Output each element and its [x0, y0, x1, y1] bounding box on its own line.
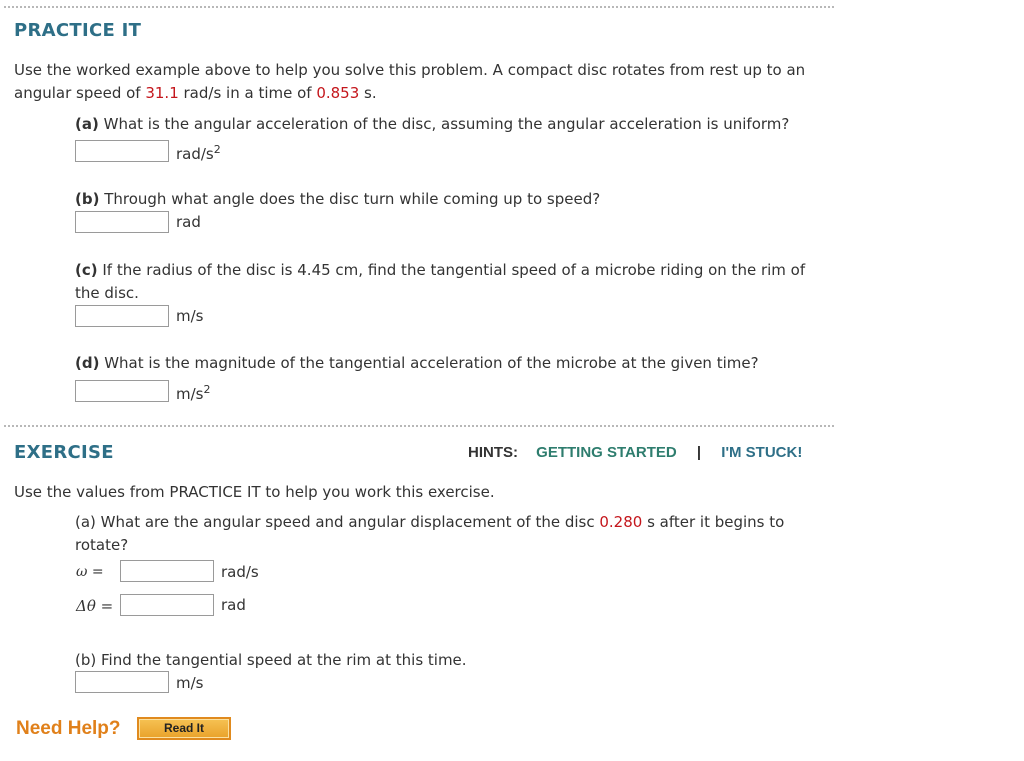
exercise-part-b-answer-input[interactable] [75, 671, 169, 693]
omega-value: 31.1 [145, 84, 179, 102]
hints-bar [468, 444, 802, 461]
question-text: (a) What are the angular speed and angular displacement of the disc [75, 513, 600, 531]
practice-intro-line1: Use the worked example above to help you solve this problem. A compact disc rotates from rest up to an [14, 61, 806, 79]
practice-part-b-question [75, 190, 600, 208]
exercise-part-b-question: (b) Find the tangential speed at the rim at this time. [75, 651, 467, 669]
theta-label: Δθ = [76, 597, 114, 615]
unit-text: rad/s [176, 145, 214, 163]
exercise-part-a-question [75, 513, 784, 531]
question-text: If the radius of the disc is 4.45 cm, find the tangential speed of a microbe riding on the rim of [97, 261, 806, 279]
exercise-intro: Use the values from PRACTICE IT to help you work this exercise. [14, 483, 495, 501]
part-label: (c) [75, 261, 98, 279]
read-it-button[interactable]: Read It [137, 717, 231, 740]
practice-part-a-question [75, 115, 789, 133]
practice-part-c-answer-input[interactable] [75, 305, 169, 327]
practice-part-d-question [75, 354, 759, 372]
hint-separator: | [696, 444, 702, 461]
section-divider [4, 425, 834, 427]
hint-getting-started-link[interactable]: GETTING STARTED [536, 444, 677, 461]
time-value: 0.853 [316, 84, 360, 102]
intro-text: angular speed of [14, 84, 146, 102]
practice-part-b-unit: rad [176, 213, 201, 231]
unit-exponent: 2 [203, 383, 211, 396]
practice-part-a-unit [176, 143, 221, 163]
practice-part-c-question [75, 261, 805, 279]
practice-part-b-answer-input[interactable] [75, 211, 169, 233]
exercise-title: EXERCISE [14, 442, 114, 463]
exercise-theta-input[interactable] [120, 594, 214, 616]
omega-label: ω = [76, 564, 104, 580]
practice-title: PRACTICE IT [14, 20, 142, 41]
part-label: (a) [75, 115, 99, 133]
practice-intro-line2 [14, 84, 377, 102]
question-text: s after it begins to [642, 513, 785, 531]
exercise-part-a-question-line2: rotate? [75, 536, 129, 554]
question-text: What is the angular acceleration of the disc, assuming the angular acceleration is uniform? [98, 115, 790, 133]
exercise-part-b-unit: m/s [176, 674, 204, 692]
practice-part-c-unit: m/s [176, 307, 204, 325]
practice-part-c-question-line2: the disc. [75, 284, 139, 302]
exercise-theta-unit: rad [221, 596, 246, 614]
exercise-omega-input[interactable] [120, 560, 214, 582]
need-help-label: Need Help? [16, 718, 121, 739]
hint-im-stuck-link[interactable]: I'M STUCK! [721, 444, 803, 461]
exercise-time-value: 0.280 [599, 513, 643, 531]
top-divider [4, 6, 834, 8]
practice-part-d-answer-input[interactable] [75, 380, 169, 402]
practice-part-d-unit [176, 383, 210, 403]
question-text: Through what angle does the disc turn while coming up to speed? [99, 190, 601, 208]
question-text: What is the magnitude of the tangential acceleration of the microbe at the given time? [99, 354, 759, 372]
unit-text: m/s [176, 385, 204, 403]
practice-part-a-answer-input[interactable] [75, 140, 169, 162]
part-label: (b) [75, 190, 100, 208]
hints-label: HINTS: [468, 444, 518, 461]
intro-text: s. [359, 84, 377, 102]
unit-exponent: 2 [213, 143, 221, 156]
intro-text: rad/s in a time of [178, 84, 317, 102]
exercise-omega-unit: rad/s [221, 563, 259, 581]
part-label: (d) [75, 354, 100, 372]
